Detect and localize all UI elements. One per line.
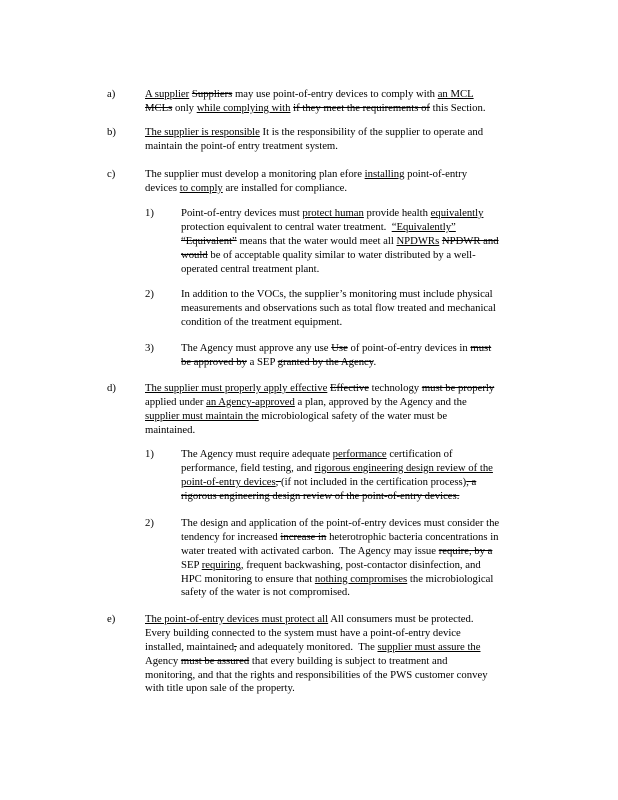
text-line [145,682,545,696]
text-run: a SEP [246,355,278,368]
text-run: be of acceptable quality similar to water distributed by a well- [207,248,476,261]
text-line [181,316,551,330]
inserted-text: “Equivalently” [391,220,456,233]
text-line [181,545,551,559]
subitem-label: 1) [145,448,154,460]
inserted-text: equivalently [430,207,484,219]
subitem-label: 2) [145,517,154,529]
text-line [181,476,551,490]
text-run: condition of the treatment equipment. [181,315,343,328]
text-run: maintained. [145,423,196,436]
deleted-text: “Equivalent” [181,234,237,247]
subitem-label: 2) [145,288,154,300]
text-line [181,462,551,476]
text-line [145,168,545,182]
text-run: installed, maintained [145,640,235,653]
text-line [145,424,545,438]
paragraph-c-2 [181,288,551,330]
deleted-text: NPDWR and [441,234,499,247]
text-line [181,517,551,531]
deleted-text: granted by the Agency [277,355,374,368]
text-line [181,559,551,573]
text-run: HPC monitoring to ensure that [181,572,315,585]
paragraph-e [145,613,545,696]
deleted-text: , a [466,475,477,488]
deleted-text: MCLs [145,101,173,114]
item-label: d) [107,382,116,394]
subitem-label: 1) [145,207,154,219]
text-run: applied under [145,395,207,408]
text-line [181,573,551,587]
text-line [181,263,551,277]
text-run: a plan, approved by the Agency and the [294,395,467,408]
text-run: SEP [181,558,202,571]
inserted-text: The supplier is responsible [145,126,260,138]
text-run: are installed for compliance. [222,181,348,194]
subitem-label: 3) [145,342,154,354]
text-run: heterotrophic bacteria concentrations in [326,530,499,543]
deleted-text: if they meet the requirements of [293,101,430,114]
text-run: performance, field testing, and [181,461,315,474]
text-run: safety of the water is not compromised. [181,586,350,599]
text-run: The Agency must require adequate [181,448,333,460]
text-line [181,448,551,462]
text-run: provide health [363,207,431,219]
inserted-text: requiring, [201,558,244,571]
text-run: certification of [386,448,453,460]
deleted-text: rigorous engineering design review of the point-of-entry devices. [181,489,460,502]
paragraph-a [145,88,545,116]
text-line [181,342,551,356]
inserted-text: to comply [179,181,223,194]
text-run: microbiological safety of the water must be [258,409,448,422]
deleted-text: , [234,640,237,653]
inserted-text: NPDWRs [396,234,440,247]
text-line [181,302,551,316]
inserted-text: The point-of-entry devices must protect all [145,613,329,625]
deleted-text: Effective [330,382,369,394]
text-run: point-of-entry [404,168,468,180]
text-line [145,655,545,669]
paragraph-d-2 [181,517,551,600]
text-line [181,249,551,263]
text-run: (if not included in the certification process) [281,475,467,488]
text-line [145,613,545,627]
text-line [181,207,551,221]
inserted-text: rigorous engineering design review of the [314,461,493,474]
inserted-text: nothing compromises [314,572,408,585]
text-run: All consumers must be protected. [328,613,474,625]
text-line [181,490,551,504]
text-run: frequent backwashing, post-contactor disinfection, and [243,558,481,571]
deleted-text: must be assured [180,654,250,667]
text-run: with title upon sale of the property. [145,682,295,695]
paragraph-d-1 [181,448,551,504]
inserted-text: installing [364,168,405,180]
text-run: that every building is subject to treatment and [249,654,448,667]
paragraph-c-1 [181,207,551,276]
text-run: . [373,355,377,368]
paragraph-c-3 [181,342,551,370]
text-run: this Section. [429,101,486,114]
text-run: In addition to the VOCs, the supplier’s monitoring must include physical [181,288,493,300]
text-line [181,586,551,600]
text-run: Agency [145,654,181,667]
text-run: The design and application of the point-of-entry devices must consider the [181,517,500,529]
item-label: e) [107,613,116,625]
text-run: only [172,101,197,114]
text-run: monitoring, and that the rights and responsibilities of the PWS customer convey [145,668,488,681]
text-run: maintain the point-of entry treatment system. [145,139,338,152]
deleted-text: must be properly [421,382,495,394]
text-run: water treated with activated carbon. The Agency may issue [181,544,439,557]
text-line [181,221,551,235]
deleted-text: , [275,475,282,488]
inserted-text: The supplier must properly apply effective [145,382,328,394]
deleted-text: Use [331,342,348,354]
deleted-text: Suppliers [191,88,233,100]
deleted-text: require, by a [438,544,493,557]
text-run: may use point-of-entry devices to comply with [232,88,438,100]
text-line [145,102,545,116]
inserted-text: an MCL [437,88,474,100]
text-run: of point-of-entry devices in [347,342,471,354]
text-run: technology [368,382,422,394]
text-run: operated central treatment plant. [181,262,320,275]
item-label: c) [107,168,116,180]
paragraph-c [145,168,545,196]
inserted-text: supplier must maintain the [145,409,259,422]
text-line [145,126,545,140]
text-run: tendency for increased [181,530,281,543]
item-label: a) [107,88,116,100]
deleted-text: be approved by [181,355,247,368]
text-line [181,356,551,370]
text-line [145,410,545,424]
inserted-text: while complying with [196,101,291,114]
text-line [145,396,545,410]
inserted-text: A supplier [145,88,190,100]
text-line [181,288,551,302]
inserted-text: supplier must assure the [377,640,481,653]
text-line [181,531,551,545]
paragraph-b [145,126,545,154]
text-run: The supplier must develop a monitoring plan efore [145,168,365,180]
item-label: b) [107,126,116,138]
text-line [145,627,545,641]
text-run: protection equivalent to central water treatment. [181,220,392,233]
deleted-text: would [181,248,208,261]
text-run: The Agency must approve any use [181,342,332,354]
text-run: Every building connected to the system must have a point-of-entry device [145,626,461,639]
text-run: devices [145,181,180,194]
text-run: It is the responsibility of the supplier to operate and [259,126,484,138]
deleted-text: must [470,342,492,354]
inserted-text: point-of-entry devices [181,475,276,488]
text-line [145,669,545,683]
text-line [181,235,551,249]
text-line [145,88,545,102]
inserted-text: performance [332,448,387,460]
inserted-text: protect human [302,207,364,219]
text-run: means that the water would meet all [236,234,397,247]
text-run: measurements and observations such as total flow treated and mechanical [181,301,496,314]
text-line [145,182,545,196]
paragraph-d [145,382,545,438]
text-line [145,140,545,154]
inserted-text: an Agency-approved [206,395,295,408]
text-run: and adequately monitored. The [236,640,378,653]
text-run: Point-of-entry devices must [181,207,303,219]
text-run: the microbiological [407,572,494,585]
text-line [145,382,545,396]
deleted-text: increase in [280,530,327,543]
text-line [145,641,545,655]
